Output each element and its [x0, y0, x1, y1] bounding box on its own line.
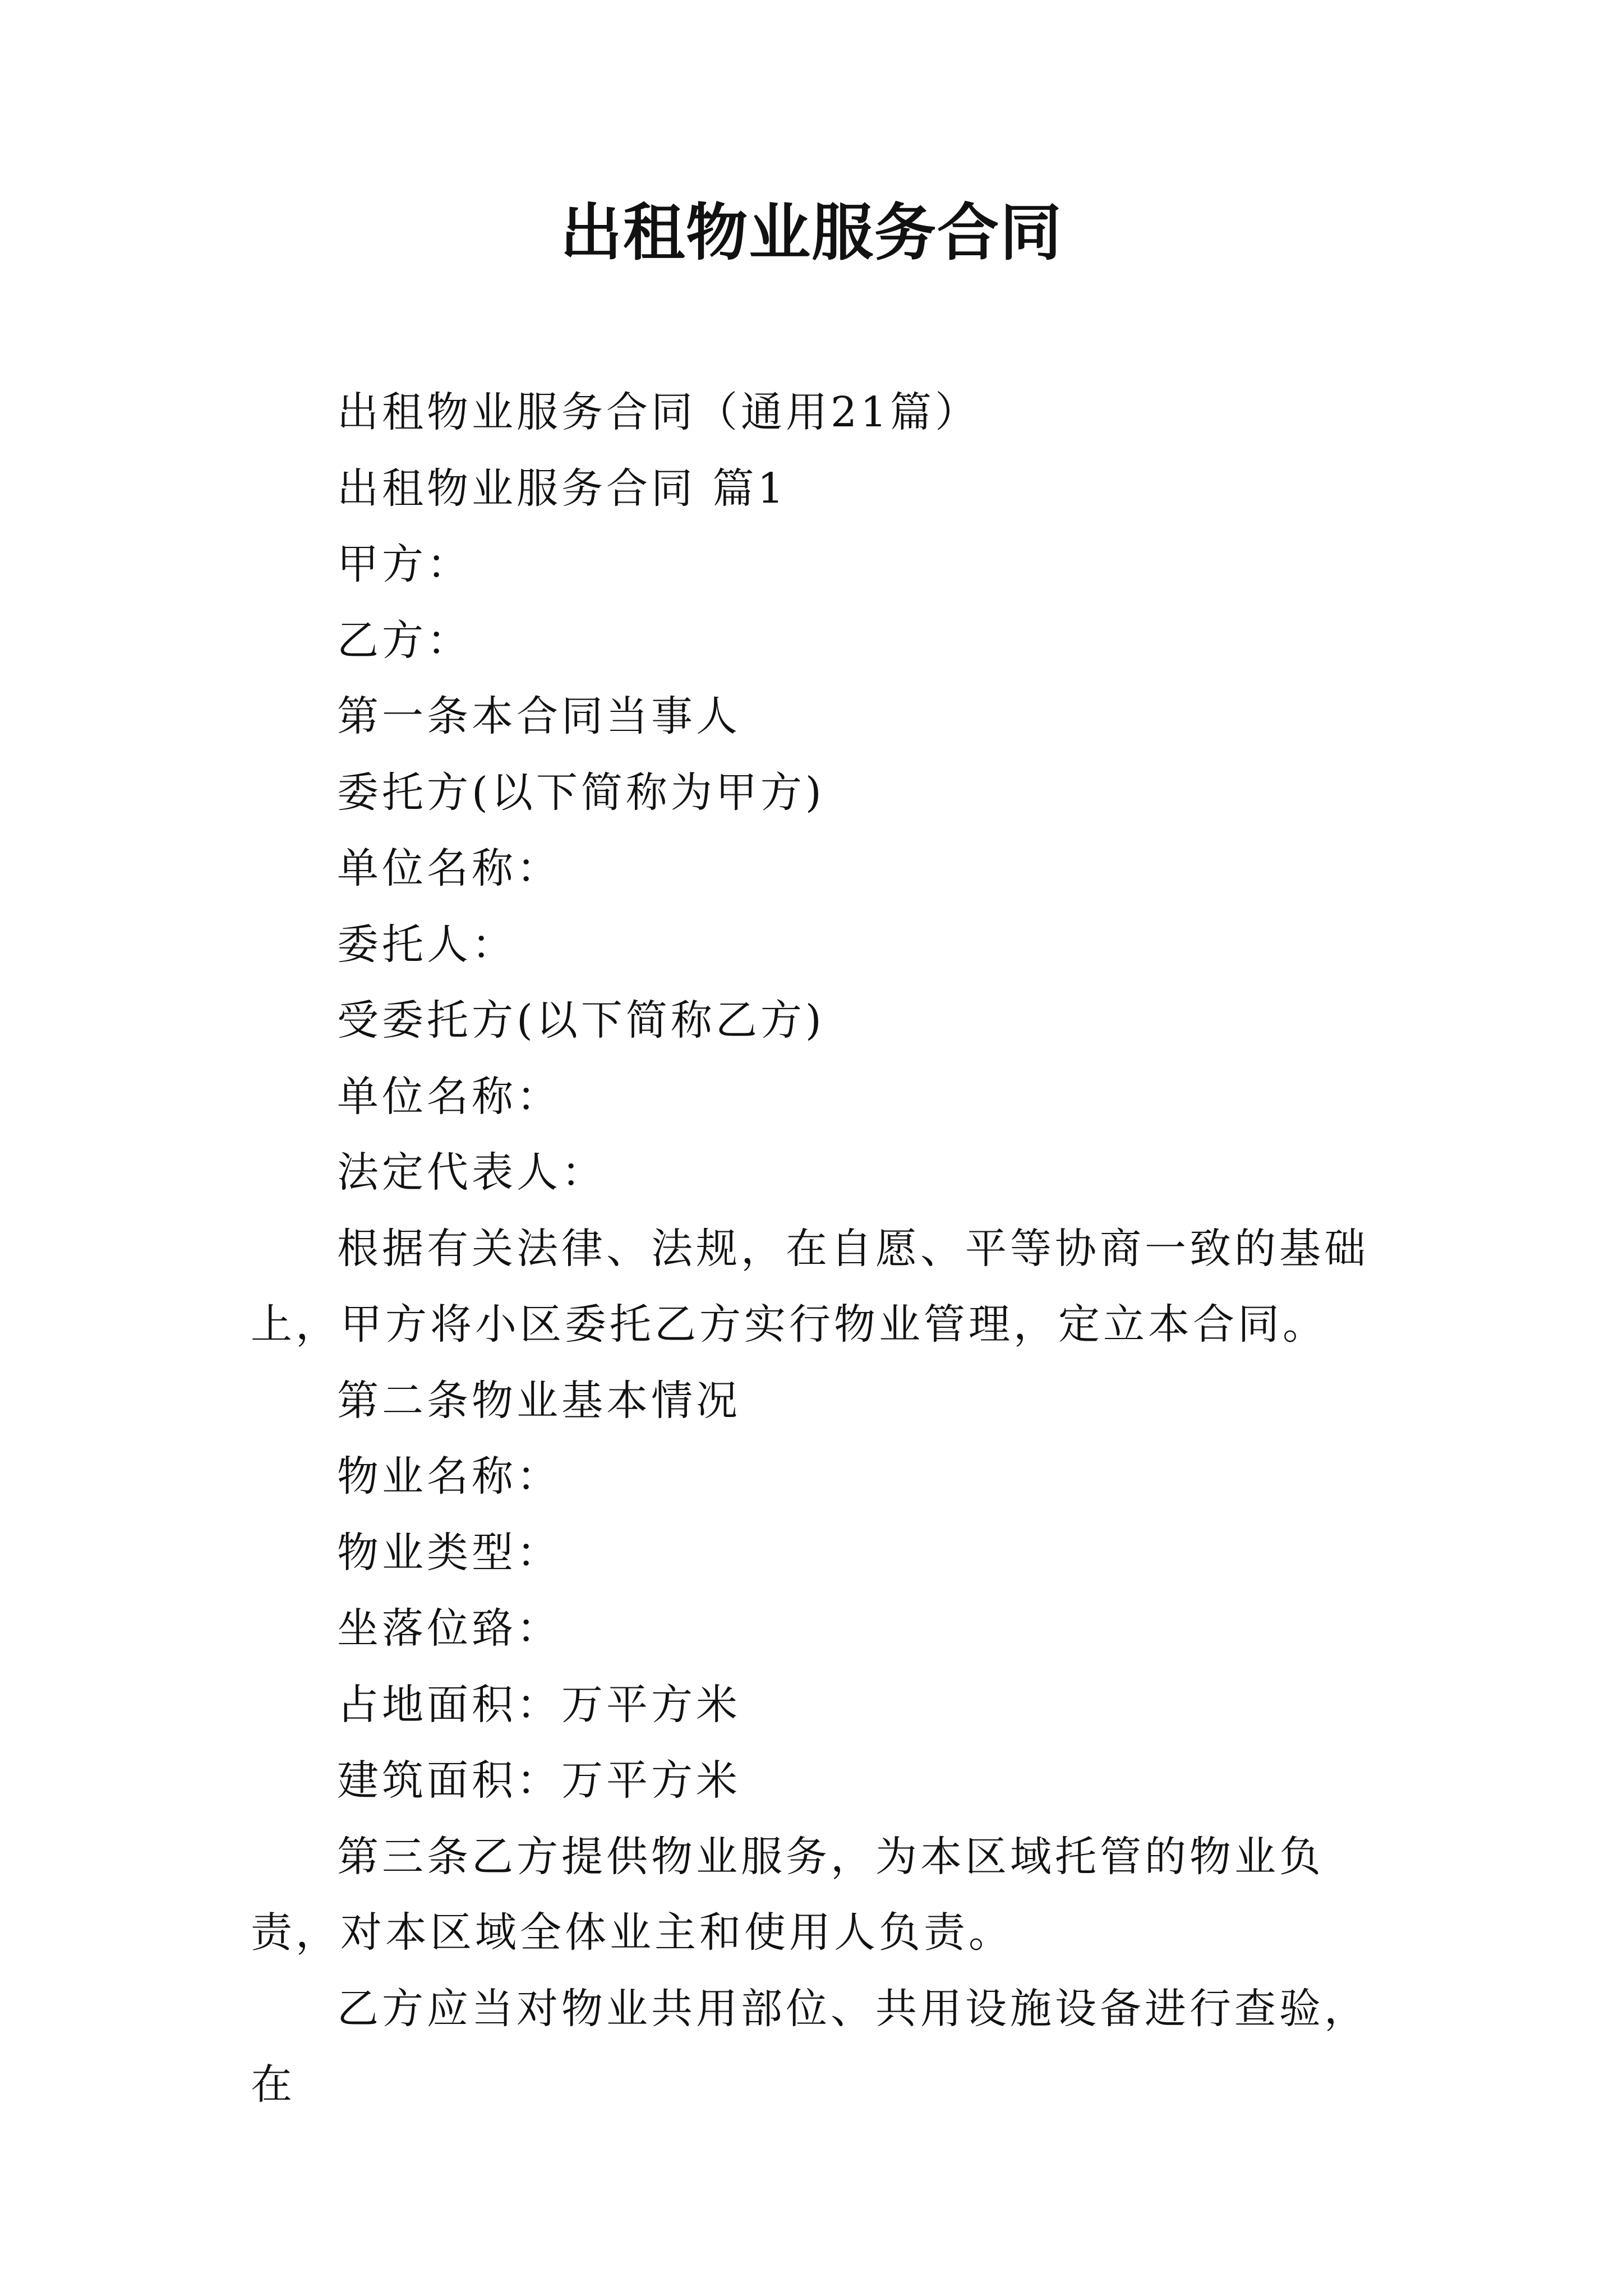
- paragraph-heading: 出租物业服务合同（通用21篇）: [337, 388, 980, 436]
- agent-label: 受委托方(以下简称乙方): [337, 996, 825, 1045]
- property-location: 坐落位臵：: [337, 1604, 561, 1653]
- article-1-title: 第一条本合同当事人: [337, 692, 741, 740]
- principal-unit-name: 单位名称：: [337, 844, 561, 892]
- inspection-paragraph: 乙方应当对物业共用部位、共用设施设备进行查验，在: [251, 1984, 1369, 2109]
- basis-paragraph: 根据有关法律、法规，在自愿、平等协商一致的基础上，甲方将小区委托乙方实行物业管理，定立本合同。: [251, 1224, 1369, 1349]
- property-type: 物业类型：: [337, 1528, 561, 1577]
- article-2-title: 第二条物业基本情况: [337, 1376, 741, 1425]
- principal-label: 委托方(以下简称为甲方): [337, 768, 825, 817]
- document-body: [251, 375, 1400, 2123]
- property-name: 物业名称：: [337, 1452, 561, 1501]
- paragraph-section-title: 出租物业服务合同 篇1: [337, 464, 787, 513]
- party-b-line: 乙方：: [337, 616, 472, 665]
- agent-unit-name: 单位名称：: [337, 1072, 561, 1121]
- building-area: 建筑面积：万平方米: [337, 1756, 741, 1805]
- article-3-paragraph: 第三条乙方提供物业服务，为本区域托管的物业负责，对本区域全体业主和使用人负责。: [251, 1832, 1324, 1957]
- land-area: 占地面积：万平方米: [337, 1680, 741, 1729]
- document-title: 出租物业服务合同: [560, 196, 1063, 269]
- party-a-line: 甲方：: [337, 540, 472, 588]
- legal-representative: 法定代表人：: [337, 1148, 606, 1197]
- principal-person: 委托人：: [337, 920, 517, 969]
